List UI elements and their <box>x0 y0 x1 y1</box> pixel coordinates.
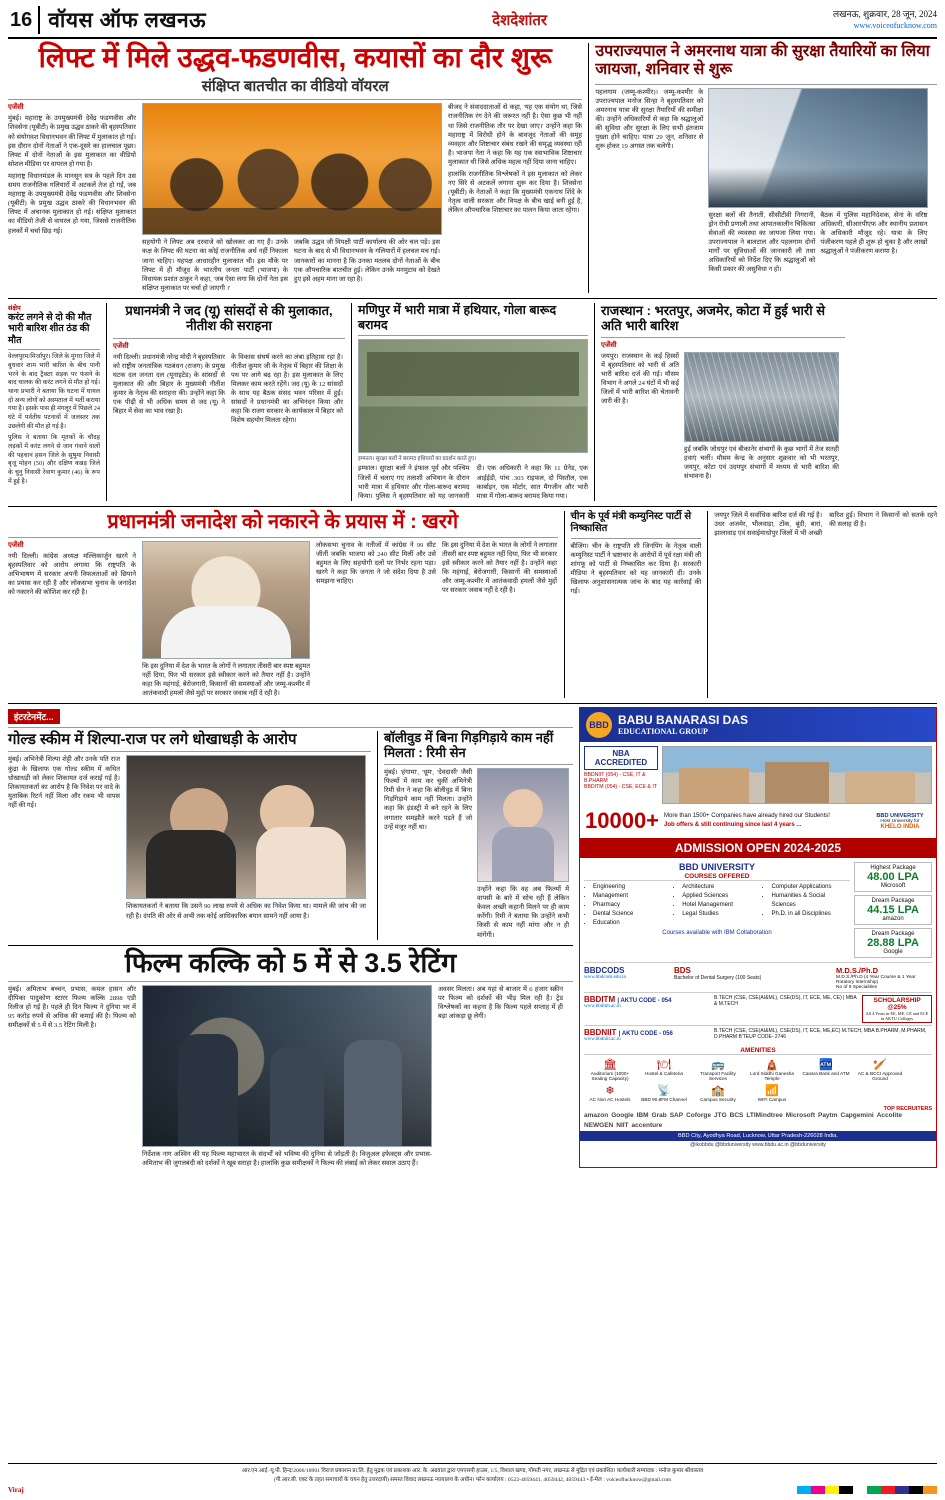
recruiter-logo: amazon <box>584 1112 609 1120</box>
hostel-icon: 🍽 <box>657 1058 671 1071</box>
course-item: • Legal Studies <box>682 910 758 919</box>
scholarship-title: SCHOLARSHIP @25% <box>873 997 921 1012</box>
rajasthan-story <box>594 303 845 501</box>
kharge-col2: कि इस दुनिया में देश के भारत के लोगों ने लगातार तीसरी बार स्पष्ट बहुमत नहीं दिया, फिर भी सरकार इसे स्वीकार करने को तैयार नहीं है। उन्होंने कहा कि महंगाई, बेरोजगारी, किसानों की समस्याओं और जम्मू-कश्मीर में आतंकवादी हमलों जैसे मुद्दों पर सरकार जवाब नहीं दे रही है। <box>142 662 310 698</box>
courses-column-2 <box>673 883 758 928</box>
modi-jdu-story <box>106 303 345 501</box>
recruiter-logo: Paytm <box>817 1112 838 1120</box>
recruiter-logo: NEWGEN <box>584 1122 614 1130</box>
weather-deaths-text: वेल्लपुरम/मिर्जापुर। जिले के मुंगरा जिले में बुधवार शाम भारी बारिश के बीच पानी भरने के बाद ट्रैक्टर सड़क पर फंसने के बाद चालक की करंट लगने से मौत हो गई। थाना प्रभारी ने बताया कि घटना में घायल दो अन्य लोगों को अस्पताल में भर्ती कराया गया है। इसके पास ही मंगलूर में पिछले 24 घंटे में पर्वतीय पटनावों में जलस्तर तक उछलेगी की मौत हो गई है। <box>8 353 100 430</box>
courses-title: COURSES OFFERED <box>584 873 850 881</box>
lead-byline: एजेंसी <box>8 103 24 112</box>
bbdcods-name: BBDCODS <box>584 966 625 976</box>
bbdniit-name: BBDNIIT <box>584 1028 617 1038</box>
recruiter-logo: IBM <box>636 1112 649 1120</box>
transport-icon: 🚌 <box>711 1058 725 1071</box>
amenity-item: 🍽 Hostel & Cafeteria <box>638 1057 690 1081</box>
package-dream-2 <box>854 928 932 958</box>
amenity-item: 🛕 Lord Siddhi Ganesha Temple <box>746 1057 798 1081</box>
kharge-col3-cont: कि इस दुनिया में देश के भारत के लोगों ने लगातार तीसरी बार स्पष्ट बहुमत नहीं दिया, फिर भी सरकार इसे स्वीकार करने को तैयार नहीं है। उन्होंने कहा कि महंगाई, बेरोजगारी, किसानों की समस्याओं और जम्मू-कश्मीर में आतंकवादी हमलों जैसे मुद्दों पर सरकार जवाब नहीं दे रही है। <box>442 541 557 595</box>
page-footer <box>8 1463 937 1484</box>
lead-col1: मुंबई। महाराष्ट्र के उपमुख्यमंत्री देवेंद्र फडणवीस और शिवसेना (यूबीटी) के प्रमुख उद्धव ठाकरे की बृहस्पतिवार को संयोगवश विधानभवन की लिफ्ट में मुलाकात हो गई। इस दौरान दोनों नेताओं ने एक-दूसरे का हालचाल पूछा। लिफ्ट में दोनों नेताओं के इस मुलाकात का वीडियो सोशल मीडिया पर वायरल हो गया है। <box>8 115 136 168</box>
rimi-story <box>377 731 573 939</box>
mds-detail: M.D.S./Ph.D (4 Year Course & 1 Year Rotatory Internship) <box>836 975 916 986</box>
recruiter-logo: Microsoft <box>785 1112 815 1120</box>
lead-headline: लिफ्ट में मिले उद्धव-फडणवीस, कयासों का दौर शुरू <box>38 42 552 73</box>
amarnath-col3: बैठक में पुलिस महानिदेशक, सेना के वरिष्ठ अधिकारी, सीआरपीएफ और स्थानीय प्रशासन के अधिकारी मौजूद रहे। यात्रा के लिए पंजीकरण पहले ही शुरू हो चुका है और लाखों श्रद्धालुओं ने पंजीकरण कराया है। <box>820 211 928 256</box>
shilpa-story <box>8 731 371 939</box>
package-label: Dream Package <box>871 898 915 905</box>
recruiter-logo: Grab <box>651 1112 667 1120</box>
bbdcods-site[interactable]: www.bbdcods.edu.in <box>584 975 627 981</box>
shilpa-photo <box>126 755 366 899</box>
cmyk-registration-bar <box>797 1486 937 1494</box>
rimi-col1: मुंबई। 'हंगामा', 'धूम', 'देवदासी' जैसी फिल्मों में काम कर चुकीं अभिनेत्री रिमी सेन ने कहा कि बॉलीवुड में बिना गिड़गिड़ाये काम नहीं मिलता। उन्होंने कहा कि इंडस्ट्री में बने रहने के लिए लगातार समझौते करने पड़ते हैं जो उन्हें मंजूर नहीं था। <box>384 769 473 831</box>
lead-photo <box>142 103 442 235</box>
amenities-title: AMENITIES <box>584 1047 932 1055</box>
manipur-photo <box>358 339 588 453</box>
shilpa-col1: मुंबई। अभिनेत्री शिल्पा शेट्टी और उनके पति राज कुंद्रा के खिलाफ एक गोल्ड स्कीम में कथित धोखाधड़ी को लेकर शिकायत दर्ज कराई गई है। शिकायतकर्ता का आरोप है कि निवेश पर वादे के मुताबिक रिटर्न नहीं मिला और रकम भी वापस नहीं की गई। <box>8 756 120 809</box>
package-dream-1 <box>854 895 932 925</box>
amenity-item: 🏫 Campus Security <box>692 1083 744 1102</box>
ad-address: BBD City, Ayodhya Road, Lucknow, Uttar Pradesh-226028 India. <box>580 1131 936 1141</box>
bbditm-programs: B.TECH (CSE, CSE(AI&ML), CSE(DS), IT, ECE, ME, CE) | MBA & M.TECH <box>714 995 857 1008</box>
kharge-col1: नयी दिल्ली। कांग्रेस अध्यक्ष मल्लिकार्जुन खरगे ने बृहस्पतिवार को आरोप लगाया कि राष्ट्रपति के अभिभाषण में सरकार अपनी विफलताओं को छिपाने का प्रयास कर रही है और लोकसभा चुनाव के जनादेश को नकारने की कोशिश कर रही है। <box>8 552 136 597</box>
amarnath-col2: सुरक्षा बलों की तैनाती, सीसीटीवी निगरानी, ड्रोन रोधी प्रणाली तथा आपातकालीन चिकित्सा सेवाओं की व्यवस्था का जायजा लिया गया। उपराज्यपाल ने बालटाल और पहलगाम दोनों मार्गों पर सुविधाओं की जानकारी ली तथा अधिकारियों को निर्देश दिए कि श्रद्धालुओं को किसी प्रकार की असुविधा न हो। <box>708 211 816 274</box>
shilpa-headline: गोल्ड स्कीम में शिल्पा-राज पर लगे धोखाधड़ी के आरोप <box>8 731 297 749</box>
website-url: www.voiceofucknow.com <box>853 20 937 30</box>
recruiter-logo: Coforge <box>686 1112 711 1120</box>
lead-col4: हालांकि राजनीतिक विश्लेषकों ने इस मुलाकात को लेकर नए सिरे से अटकलें लगाना शुरू कर दिया है। शिवसेना (यूबीटी) के नेताओं ने कहा कि मुख्यमंत्री एकनाथ शिंदे के नेतृत्व वाली सरकार और विपक्ष के बीच खाई बनी हुई है, लेकिन औपचारिक शिष्टाचार का पालन किया जाता रहेगा। <box>448 171 582 215</box>
ad-brand-line1: BABU BANARASI DAS <box>618 713 749 728</box>
manipur-photo-caption: इम्फाल। सुरक्षा बलों ने बरामद हथियारों का प्रदर्शन करते हुए। <box>358 456 477 463</box>
course-item: • Pharmacy <box>593 901 669 910</box>
kharge-byline: एजेंसी <box>8 540 24 549</box>
bbd-advertisement[interactable]: BBD BABU BANARASI DAS EDUCATIONAL GROUP NBA ACCREDITED BBDNIIT (054) - CSE, IT & B.PHARM BBDITM (054) - CSE, ECE & IT 10000+ More than 1500+ Companies have already hired our Students! Job offers & still continuing since last 4 years ... BBD UNIVERSITY Host University for KHELO INDIA ADMISSION OPEN 2024-2025 BBD UNIVERSITY COURSES OFFERED • Engineering • Management • Pharmacy • Dental Science • Education • Architecture • Applied Sciences • Hotel Management • Legal Studies • Computer Applications • Humanities & Social Sciences • Ph.D. in all Disciplines Courses available with IBM Collaboration Highest Package 48.00 LPA Microsoft Dream Package 44.15 LPA amazon Dream Package 28.88 LPA Google BBDCODS www.bbdcods.edu.in BDS Bachelor of Dental Surgery (100 Seats) M.D.S./Ph.D M.D.S./Ph.D (4 Year Course & 1 Year Rotatory Internship) No of 9 Specialities BBDITM | AKTU CODE - 054 www.bbditm.ac.in B.TECH (CSE, CSE(AI&ML), CSE(DS), IT, ECE, ME, CE) | MBA & M.TECH SCHOLARSHIP @25% All 4 Years in EE, ME, CE and ECE in AKTU Colleges BBDNIIT | AKTU CODE - 056 www.bbdniit.ac.in B.TECH (CSE, CSE(AI&ML), CSE(DS), IT, ECE, ME,EC) M.TECH, MBA B.PHARM, M.PHARM, D.PHARM B'TEUP CODE- 2746 AMENITIES 🏛 Auditorium (1000+ Seating Capacity) 🍽 Hostel & Cafeteria 🚌 Transport Facility Services 🛕 Lord Siddhi Ganesha Temple 🏧 Canara Bank and ATM 🏏 AC & BCCI Approved Ground ❄ AC Non AC Hostels 📡 BBD 90.8FM Channel 🏫 Campus Security 📶 WIFI Campus TOP RECRUITERS amazon Google IBM Grab SAP Coforge JTG BCS LTIMindtree Microsoft Paytm Capgemini Accolite NEWGEN NIIT accenture BBD City, Ayodhya Road, Lucknow, Uttar Pradesh-226028 India. @ikobbdu @bbduniversity www.bbdu.ac.in @bbduniversity <box>579 707 937 1168</box>
rajasthan-byline: एजेंसी <box>601 340 617 349</box>
package-value: 48.00 <box>867 871 895 884</box>
bbdniit-programs: B.TECH (CSE, CSE(AI&ML), CSE(DS), IT, ECE, ME,EC) M.TECH, MBA B.PHARM, M.PHARM, D.PHARM B'TEUP CODE- 2746 <box>714 1028 927 1041</box>
kharge-col3: लोकसभा चुनाव के नतीजों में कांग्रेस ने 99 सीट जीतीं जबकि भाजपा को 240 सीट मिलीं और उसे बहुमत के लिए सहयोगी दलों पर निर्भर रहना पड़ा। खरगे ने कहा कि जनता ने जो संदेश दिया है उसे समझना चाहिए। <box>316 541 436 586</box>
package-unit: LPA <box>897 904 919 917</box>
lead-subhead: संक्षिप्त बातचीत का वीडियो वॉयरल <box>201 78 389 96</box>
manipur-headline: मणिपुर में भारी मात्रा में हथियार, गोला बारूद बरामद <box>358 302 557 332</box>
rajasthan-col1: जयपुर। राजस्थान के कई हिस्सों में बृहस्पतिवार को भारी से अति भारी बारिश दर्ज की गई। मौसम विभाग ने अगले 24 घंटों में भी कई जिलों में भारी बारिश की चेतावनी जारी की है। <box>601 352 679 406</box>
bbditm-site[interactable]: www.bbditm.ac.in <box>584 1004 621 1010</box>
lead-col3: बीजद ने संवाददाताओं से कहा, 'यह एक संयोग था, जिसे राजनीतिक रंग देने की जरूरत नहीं है। ऐसा कुछ भी नहीं था जिसे राजनीतिक तौर पर देखा जाए।' उन्होंने कहा कि महाराष्ट्र में विरोधी होने के बावजूद नेताओं की समूह व्यवहार और शिष्टाचार संबंध रखने की समृद्ध व्यवस्था रही है। भाजपा नेता ने कहा कि यह एक स्वाभाविक शिष्टाचार मुलाकात थी जिसे अधिक महत्व नहीं दिया जाना चाहिए। <box>448 104 582 166</box>
paper-name: वॉयस ऑफ लखनऊ <box>38 6 206 34</box>
bank-atm-icon: 🏧 <box>819 1058 833 1071</box>
bbdniit-site[interactable]: www.bbdniit.ac.in <box>584 1037 621 1043</box>
bbditm-code: AKTU CODE - 054 <box>620 998 672 1005</box>
course-item: • Engineering <box>593 883 669 892</box>
cricket-ground-icon: 🏏 <box>873 1058 887 1071</box>
auditorium-icon: 🏛 <box>603 1058 617 1071</box>
package-company: amazon <box>882 916 904 923</box>
section-title: देशदेशांतर <box>492 13 548 29</box>
course-item: • Ph.D. in all Disciplines <box>771 910 850 919</box>
courses-column-3 <box>762 883 850 928</box>
course-item: • Hotel Management <box>682 901 758 910</box>
package-company: Google <box>883 949 903 956</box>
movie-review-story <box>8 949 573 1169</box>
course-item: • Education <box>593 919 669 928</box>
shilpa-col2: शिकायतकर्ता ने बताया कि उसने 90 लाख रुपये से अधिक का निवेश किया था। मामले की जांच की जा रही है। दंपति की ओर से अभी तक कोई आधिकारिक बयान सामने नहीं आया है। <box>126 903 366 920</box>
mds-specialities: No of 9 Specialities <box>836 985 878 991</box>
rajasthan-headline: राजस्थान : भरतपुर, अजमेर, कोटा में हुई भारी से अति भारी बारिश <box>601 302 826 334</box>
modi-jdu-col1: नयी दिल्ली। प्रधानमंत्री नरेन्द्र मोदी ने बृहस्पतिवार को राष्ट्रीय जनतांत्रिक गठबंधन (राजग) के प्रमुख घटक दल जनता दल (यूनाइटेड) के सांसदों से मुलाकात की और बिहार के मुख्यमंत्री नीतीश कुमार के नेतृत्व की सराहना की। उन्होंने कहा कि एक पीढ़ी से भी अधिक समय से जद (यू) ने बिहार में सेवा का भाव रखा है। <box>113 353 225 416</box>
course-item: • Computer Applications <box>771 883 850 892</box>
univ-badge-2: Host University for <box>880 818 920 824</box>
admission-bar: ADMISSION OPEN 2024-2025 <box>580 838 936 858</box>
course-item: • Dental Science <box>593 910 669 919</box>
scholarship-note: All 4 Years in EE, ME, CE and ECE in AKTU Colleges <box>865 1011 929 1022</box>
recruiter-logo: Google <box>611 1112 634 1120</box>
china-story <box>564 511 702 698</box>
kharge-photo <box>142 541 310 659</box>
rimi-photo <box>477 768 569 882</box>
job-line: Job offers & still continuing since last 4 years ... <box>664 821 802 828</box>
edition-info <box>833 9 937 31</box>
package-highest <box>854 862 932 892</box>
footer-line-2: (पी.आर.बी. एक्ट के तहत समाचारों के चयन हेतु उत्तरदायी) समस्त विवाद लखनऊ न्यायालय के अधीन। फोन कार्यालय : 0522-4059441, 4059442, 4059443 • ई-मेल : voiceoflucknow@gmail.com <box>273 1476 672 1483</box>
amarnath-headline: उपराज्यपाल ने अमरनाथ यात्रा की सुरक्षा तैयारियों का लिया जायजा, शनिवार से शुरू <box>595 43 930 79</box>
bds-course: BDS <box>674 966 691 976</box>
modi-jdu-col2: के विकास संघर्ष करने का लंबा इतिहास रहा है। नीतीश कुमार जी के नेतृत्व में बिहार की शिक्षा के पथ पर आगे बढ़ रहा है। इस मुलाकात के लिए मिलकर काम करते रहेंगे। जद (यू) के 12 सांसदों के साथ यह बैठक संसद भवन परिसर में हुई। सांसदों ने प्रधानमंत्री का अभिनंदन किया और कहा कि राजग सरकार के कार्यकाल में बिहार को विशेष सहयोग मिलता रहेगा। <box>231 353 343 425</box>
bbd-logo: BBD <box>586 712 612 738</box>
amenity-item: ❄ AC Non AC Hostels <box>584 1083 636 1102</box>
security-icon: 🏫 <box>711 1084 725 1097</box>
edition-date: लखनऊ, शुक्रवार, 28 जून, 2024 <box>833 8 937 19</box>
china-headline: चीन के पूर्व मंत्री कम्युनिस्ट पार्टी से निष्कासित <box>570 510 692 534</box>
accreditation-line2: BBDITM (054) - CSE, ECE & IT <box>584 784 657 791</box>
package-unit: LPA <box>897 937 919 950</box>
masthead <box>8 6 937 39</box>
recruiter-logo: accenture <box>631 1122 663 1130</box>
package-label: Dream Package <box>871 931 915 938</box>
amenity-item: 🏧 Canara Bank and ATM <box>800 1057 852 1081</box>
kharge-story <box>8 511 558 698</box>
kharge-headline: प्रधानमंत्री जनादेश को नकारने के प्रयास में : खरगे <box>107 510 459 533</box>
movie-review-headline: फिल्म कल्कि को 5 में से 3.5 रेटिंग <box>124 947 457 978</box>
recruiters-list <box>584 1112 932 1129</box>
movie-col3: अवसर मिलता। अब यहां से बाजार में 6 हजार स्क्रीन पर फिल्म को दर्शकों की भीड़ मिल रही है। ट्रेड विश्लेषकों का कहना है कि फिल्म पहले सप्ताह में ही बड़ा आंकड़ा छू लेगी। <box>438 985 563 1021</box>
modi-jdu-byline: एजेंसी <box>113 341 129 350</box>
package-label: Highest Package <box>870 865 916 872</box>
amarnath-col1: पहलगाम (जम्मू-कश्मीर)। जम्मू-कश्मीर के उपराज्यपाल मनोज सिन्हा ने बृहस्पतिवार को अमरनाथ यात्रा की सुरक्षा तैयारियों की समीक्षा की। उन्होंने अधिकारियों से कहा कि श्रद्धालुओं की सुविधा और सुरक्षा के लिए सभी इंतजाम पुख्ता होने चाहिए। यात्रा 29 जून, शनिवार से शुरू होकर 19 अगस्त तक चलेगी। <box>595 88 704 151</box>
amarnath-photo <box>708 88 928 208</box>
recruiter-logo: Capgemini <box>840 1112 874 1120</box>
publisher-brand: Viraj <box>8 1486 24 1494</box>
bbditm-name: BBDITM <box>584 995 616 1005</box>
course-item: • Applied Sciences <box>682 892 758 901</box>
lead-story <box>8 43 582 293</box>
package-value: 44.15 <box>867 904 895 917</box>
china-text: बीजिंग। चीन के राष्ट्रपति शी जिनपिंग के नेतृत्व वाली कम्युनिस्ट पार्टी ने भ्रष्टाचार के आरोपों में पूर्व रक्षा मंत्री ली शांगफू को पार्टी से निष्कासित कर दिया है। सरकारी मीडिया ने बृहस्पतिवार को यह जानकारी दी। उनके खिलाफ अनुशासनात्मक जांच के बाद यह कार्रवाई की गई। <box>570 542 702 596</box>
course-item: • Humanities & Social Sciences <box>771 892 850 910</box>
movie-col1: मुंबई। अमिताभ बच्चन, प्रभास, कमल हासन और दीपिका पादुकोण स्टारर फिल्म कल्कि 2898 एडी रिलीज हो गई है। पहले ही दिन फिल्म ने दुनिया भर में 95 करोड़ रुपये से अधिक की कमाई की है। फिल्म को समीक्षकों से 5 में से 3.5 रेटिंग मिली है। <box>8 985 136 1030</box>
univ-badge-1: BBD UNIVERSITY <box>876 812 924 819</box>
recruiter-logo: BCS <box>729 1112 744 1120</box>
page-number: 16 <box>10 8 33 31</box>
manipur-story <box>351 303 588 501</box>
rajasthan-photo <box>684 352 839 442</box>
rajasthan-continuation <box>707 511 937 698</box>
entertainment-section <box>8 707 573 1168</box>
amenity-item: 🏛 Auditorium (1000+ Seating Capacity) <box>584 1057 636 1081</box>
ad-social[interactable]: @ikobbdu @bbduniversity www.bbdu.ac.in @bbduniversity <box>690 1142 826 1149</box>
nba-badge: NBA ACCREDITED <box>584 746 658 770</box>
bds-detail: Bachelor of Dental Surgery (100 Seats) <box>674 975 762 982</box>
rimi-headline: बॉलीवुड में बिना गिड़गिड़ाये काम नहीं मिलता : रिमी सेन <box>384 730 554 761</box>
ad-brand-line2: EDUCATIONAL GROUP <box>618 727 708 737</box>
campus-photo <box>662 746 932 804</box>
placement-caption: More than 1500+ Companies have already hired our Students! <box>664 812 830 819</box>
movie-poster <box>142 985 432 1147</box>
recruiter-logo: Accolite <box>876 1112 903 1120</box>
khelo-india-badge: KHELO INDIA <box>880 823 920 830</box>
amenities-list <box>584 1057 932 1102</box>
placement-number: 10000+ <box>585 808 660 834</box>
recruiter-logo: SAP <box>669 1112 684 1120</box>
wifi-icon: 📶 <box>765 1084 779 1097</box>
lead-col2: सहयोगी ने लिफ्ट अब दरवाजे को खोलकर आ गए हैं। उनके कक्ष के लिफ्ट की घटना का कोई राजनीतिक अर्थ नहीं निकाला जाना चाहिए। यहपक्ष आधारहीन मुलाकात थी। इस मौके पर लिफ्ट में ही मौजूद के भारतीय जनता पार्टी (भाजपा) के विधायक प्रशांत ठाकुर ने कहा, 'जब ऐसा लगा कि दोनों नेता इस संक्षिप्त मुलाकात पर चर्चा हो जाएगी ।' <box>142 239 288 292</box>
courses-column-1 <box>584 883 669 928</box>
ac-hostel-icon: ❄ <box>605 1084 615 1097</box>
lead-col2b: जबकि उद्धव जी विपक्षी पार्टी कार्यालय की ओर चल पड़े। इस घटना के बाद से भी विधानभवन के गलियारों में हलचल मच गई। जानकारों का मानना है कि उनका मतलब दोनों नेताओं के बीच एक औपचारिक बातचीत हुई। लेकिन उनके मनमुटाव को देखते हुए इसे अहम माना जा रहा है। <box>294 239 440 283</box>
package-unit: LPA <box>897 871 919 884</box>
radio-icon: 📡 <box>657 1084 671 1097</box>
amenity-item: 🏏 AC & BCCI Approved Ground <box>854 1057 906 1081</box>
course-item: • Architecture <box>682 883 758 892</box>
recruiters-title: TOP RECRUITERS <box>883 1106 932 1113</box>
ad-header <box>580 708 936 742</box>
ibm-collaboration-line: Courses available with IBM Collaboration <box>662 930 772 937</box>
course-item: • Management <box>593 892 669 901</box>
university-name: BBD UNIVERSITY <box>678 862 755 873</box>
package-company: Microsoft <box>880 883 906 890</box>
temple-icon: 🛕 <box>765 1058 779 1071</box>
rimi-col2: उन्होंने कहा कि वह अब फिल्मों में वापसी के बारे में सोच रही हैं लेकिन केवल अच्छी कहानी मिलने पर ही काम करेंगी। रिमी ने बताया कि उन्होंने कभी किसी से काम नहीं मांगा और न ही मांगेंगी। <box>477 886 570 939</box>
package-value: 28.88 <box>867 937 895 950</box>
weather-deaths-headline: करंट लगने से दो की मौत भारी बारिश शीत ठंड की मौत <box>8 311 92 346</box>
recruiter-logo: JTG <box>713 1112 727 1120</box>
entertainment-tag: इंटरटेनमेंट... <box>8 709 60 724</box>
rajasthan-col2: हुई जबकि जोधपुर एवं बीकानेर संभागों के कुछ भागों में तेज सतही हवाएं चलीं। मौसम केन्द्र के अनुसार शुक्रवार को भी भरतपुर, जयपुर, कोटा एवं उदयपुर संभागों में मध्यम से भारी बारिश की संभावना है। <box>684 445 839 480</box>
rajasthan-col3: जयपुर जिले में सर्वाधिक बारिश दर्ज की गई है। उधर अजमेर, भीलवाड़ा, टोंक, बूंदी, बारां, झालावाड़ एवं सवाईमाधोपुर जिलों में भी अच्छी बारिश हुई। विभाग ने किसानों को सतर्क रहने की सलाह दी है। <box>714 511 937 538</box>
modi-jdu-headline: प्रधानमंत्री ने जद (यू) सांसदों से की मुलाकात, नीतीश की सराहना <box>125 302 333 334</box>
amenity-item: 🚌 Transport Facility Services <box>692 1057 744 1081</box>
footer-line-1: आर.एन.आई.-यू.पी. हिन्द/2006/18901 विराज प्रकाशन प्रा.लि. हेतु मुद्रक एवं प्रकाशक आर. के. अग्रवाल द्वारा एमएसपी हाउस, 1/5, विशाल खण्ड, गोमती नगर, लखनऊ से मुद्रित एवं प्रकाशित। कार्यकारी सम्पादक : मनोज कुमार श्रीवास्तव <box>241 1468 704 1475</box>
amenity-item: 📶 WIFI Campus <box>746 1083 798 1102</box>
accreditation-line1: BBDNIIT (054) - CSE, IT & B.PHARM <box>584 772 646 785</box>
recruiter-logo: LTIMindtree <box>746 1112 783 1120</box>
movie-col2: निर्देशक नाग अश्विन की यह फिल्म महाभारत के संदर्भों को भविष्य की दुनिया से जोड़ती है। विजुअल इफेक्ट्स और प्रभास-अमिताभ की जुगलबंदी को दर्शकों ने खूब सराहा है। हालांकि कुछ समीक्षकों ने फिल्म की लंबाई को लेकर सवाल उठाए हैं। <box>142 1150 432 1168</box>
recruiter-logo: NIIT <box>616 1122 629 1130</box>
bbdniit-code: AKTU CODE - 056 <box>621 1031 673 1038</box>
amenity-item: 📡 BBD 90.8FM Channel <box>638 1083 690 1102</box>
lead-col1b: महाराष्ट्र विधानमंडल के मानसून सत्र के पहले दिन उस समय राजनीतिक गलियारों में अटकलें तेज हो गईं, जब महाराष्ट्र के उपमुख्यमंत्री देवेंद्र फडणवीस और शिवसेना (यूबीटी) के प्रमुख उद्धव ठाकरे की विधानभवन की लिफ्ट में अचानक मुलाकात हो गई। संक्षिप्त मुलाकात का वीडियो तेजी से वायरल हो गया, जिससे राजनीतिक हलकों में चर्चा छिड़ गई। <box>8 172 136 235</box>
amarnath-story <box>588 43 937 293</box>
weather-deaths-story: संक्षेप करंट लगने से दो की मौत भारी बारिश शीत ठंड की मौत वेल्लपुरम/मिर्जापुर। जिले के मुंगरा जिले में बुधवार शाम भारी बारिश के बीच पानी भरने के बाद ट्रैक्टर सड़क पर फंसने के बाद चालक की करंट लगने से मौत हो गई। थाना प्रभारी ने बताया कि घटना में घायल दो अन्य लोगों को अस्पताल में भर्ती कराया गया है। इसके पास ही मंगलूर में पिछले 24 घंटे में पर्वतीय पटनावों में जलस्तर तक उछलेगी की मौत हो गई है। पुलिस ने बताया कि मृतकों के चौदह लड़कों में करंट लगने से जान गंवाने वालों की पहचान हसन जिले के सुषुमा निवासी बृजू मोहन (50) और दक्षिण कन्नड़ जिले के चुनु निवासी रेवाण कुमार (46) के रूप में हुई है। <box>8 304 100 485</box>
manipur-text: इम्फाल। सुरक्षा बलों ने इंफाल पूर्व और पश्चिम जिलों में चलाए गए तलाशी अभियान के दौरान भारी मात्रा में हथियार और गोला-बारूद बरामद किया। पुलिस ने बृहस्पतिवार को यह जानकारी दी। एक अधिकारी ने कहा कि 11 ग्रेनेड, एक आईईडी, पांच .303 राइफल, दो पिस्तौल, एक कार्बाइन, एक मोर्टार, सात मैगजीन और भारी मात्रा में गोला-बारूद बरामद किया गया। <box>358 465 588 500</box>
